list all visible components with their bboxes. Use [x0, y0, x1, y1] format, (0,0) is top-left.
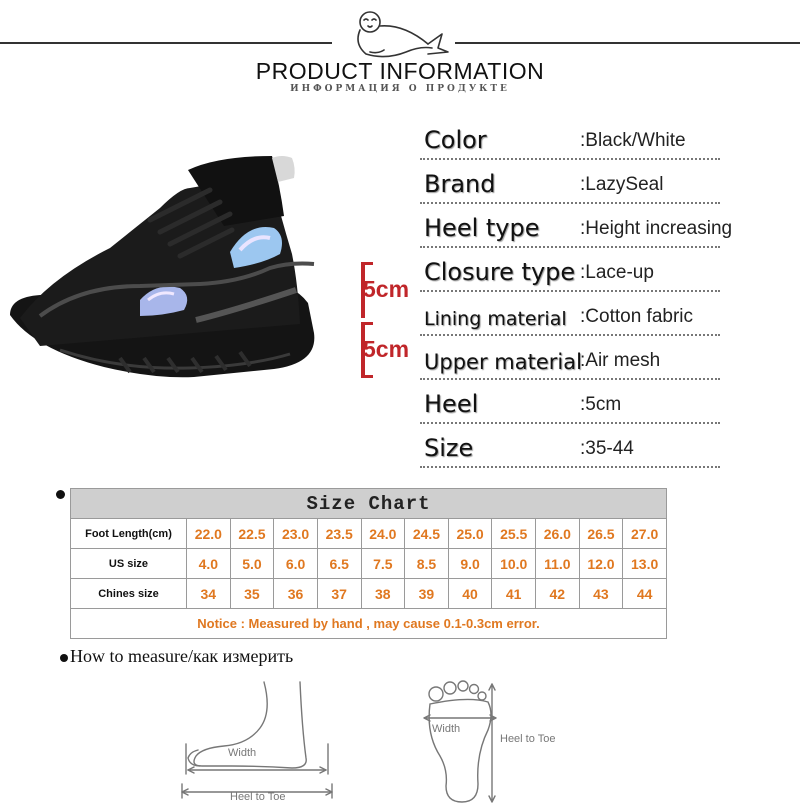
table-cell: 43	[579, 579, 623, 609]
measurement-notice: Notice : Measured by hand , may cause 0.1-0.3cm error.	[71, 609, 667, 639]
spec-key: Heel type	[424, 214, 540, 242]
spec-value: :Height increasing	[580, 218, 733, 239]
table-row	[71, 519, 667, 549]
how-to-measure-label: How to measure/как измерить	[70, 646, 294, 666]
table-row	[71, 549, 667, 579]
top-width-text: Width	[432, 723, 461, 735]
table-cell: 26.5	[579, 519, 623, 549]
table-cell: 6.0	[274, 549, 318, 579]
table-cell: 35	[230, 579, 274, 609]
table-cell: 42	[536, 579, 580, 609]
table-cell: 22.5	[230, 519, 274, 549]
row-label: Foot Length(cm)	[71, 519, 187, 549]
spec-key: Color	[424, 126, 487, 154]
table-cell: 4.0	[187, 549, 231, 579]
spec-key: Lining material	[424, 308, 567, 330]
table-cell: 36	[274, 579, 318, 609]
size-chart-header-row	[71, 489, 667, 519]
spec-value: :35-44	[580, 438, 634, 459]
table-cell: 12.0	[579, 549, 623, 579]
table-cell: 22.0	[187, 519, 231, 549]
heel-height-marker	[357, 322, 417, 378]
spec-key: Heel	[424, 390, 479, 418]
top-heel-to-toe-text: Heel to Toe	[500, 733, 556, 745]
table-row	[71, 579, 667, 609]
table-cell: 9.0	[448, 549, 492, 579]
size-chart-table	[70, 488, 667, 639]
row-label: US size	[71, 549, 187, 579]
spec-key: Size	[424, 434, 474, 462]
table-cell: 40	[448, 579, 492, 609]
spec-value: :LazySeal	[580, 174, 664, 195]
spec-key: Upper material	[424, 350, 582, 374]
table-cell: 38	[361, 579, 405, 609]
spec-size	[420, 424, 720, 468]
size-chart-title: Size Chart	[71, 489, 667, 519]
spec-value: :5cm	[580, 394, 622, 415]
size-chart-bullet	[56, 490, 65, 499]
table-cell: 25.5	[492, 519, 536, 549]
spec-value: :Air mesh	[580, 350, 661, 371]
spec-lining-material	[420, 292, 720, 336]
page-title: PRODUCT INFORMATION	[255, 58, 545, 84]
spec-heel	[420, 380, 720, 424]
spec-value: :Black/White	[580, 130, 686, 151]
table-cell: 27.0	[623, 519, 667, 549]
foot-side-diagram	[178, 680, 338, 802]
table-cell: 24.5	[405, 519, 449, 549]
side-width-text: Width	[228, 747, 257, 759]
spec-heel-type	[420, 204, 760, 248]
table-cell: 41	[492, 579, 536, 609]
how-to-bullet	[60, 654, 68, 662]
spec-brand	[420, 160, 720, 204]
table-cell: 5.0	[230, 549, 274, 579]
table-cell: 7.5	[361, 549, 405, 579]
sneaker-image	[0, 140, 360, 400]
header-rule-right	[455, 42, 800, 44]
table-cell: 34	[187, 579, 231, 609]
table-cell: 39	[405, 579, 449, 609]
table-cell: 11.0	[536, 549, 580, 579]
page-subtitle: ИНФОРМАЦИЯ О ПРОДУКТЕ	[290, 84, 510, 94]
spec-upper-material	[420, 336, 720, 380]
table-cell: 24.0	[361, 519, 405, 549]
table-cell: 44	[623, 579, 667, 609]
spec-closure-type	[420, 248, 720, 292]
spec-value: :Lace-up	[580, 262, 654, 283]
row-label: Chines size	[71, 579, 187, 609]
table-cell: 6.5	[317, 549, 361, 579]
table-cell: 26.0	[536, 519, 580, 549]
foot-top-diagram	[410, 678, 580, 806]
spec-value: :Cotton fabric	[580, 306, 693, 327]
table-cell: 8.5	[405, 549, 449, 579]
heel-height-label: 5cm	[363, 336, 410, 362]
spec-key: Closure type	[424, 258, 576, 286]
spec-color	[420, 116, 720, 160]
notice-row	[71, 609, 667, 639]
platform-height-label: 5cm	[363, 276, 410, 302]
seal-logo-icon	[340, 4, 452, 60]
spec-key: Brand	[424, 170, 496, 198]
table-cell: 23.5	[317, 519, 361, 549]
header-rule-left	[0, 42, 332, 44]
platform-height-marker	[357, 262, 417, 318]
side-heel-to-toe-text: Heel to Toe	[230, 791, 286, 802]
table-cell: 37	[317, 579, 361, 609]
table-cell: 10.0	[492, 549, 536, 579]
table-cell: 23.0	[274, 519, 318, 549]
table-cell: 13.0	[623, 549, 667, 579]
table-cell: 25.0	[448, 519, 492, 549]
